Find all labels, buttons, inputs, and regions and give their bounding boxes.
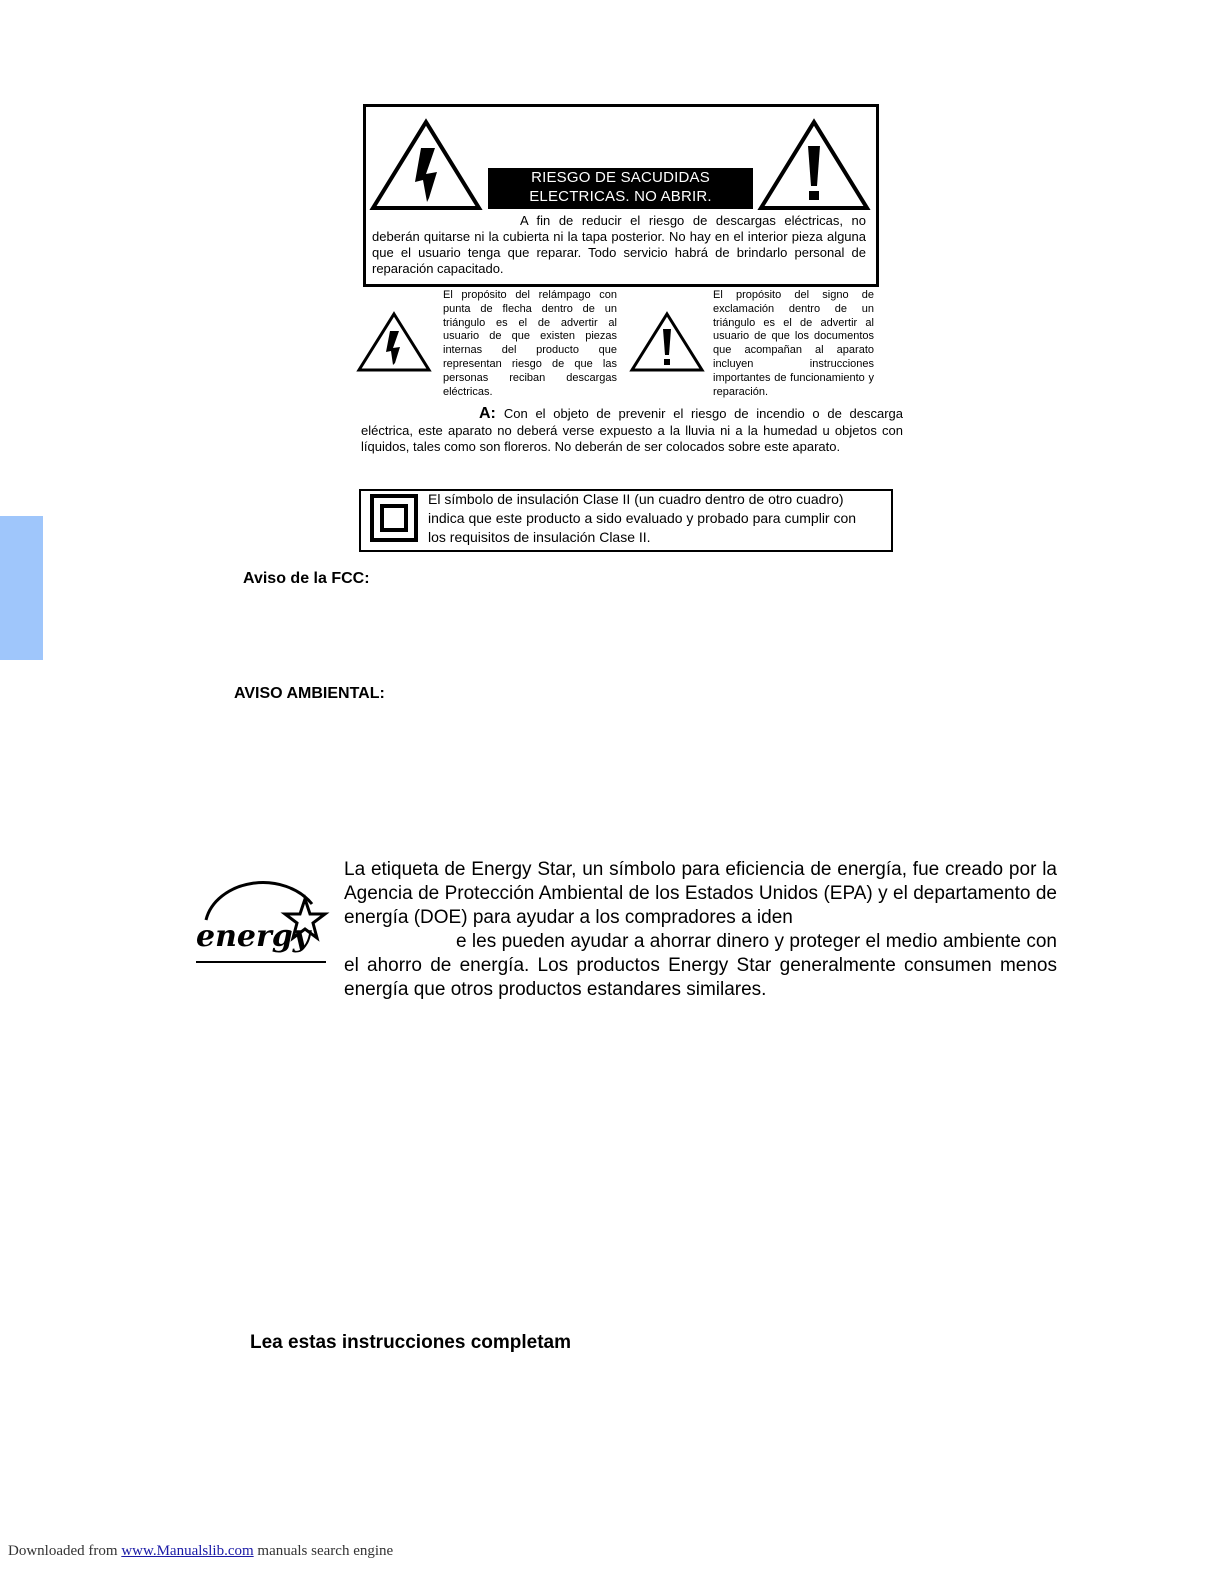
banner-line-2: ELECTRICAS. NO ABRIR. [529, 188, 712, 205]
footer-prefix: Downloaded from [8, 1543, 122, 1559]
energy-star-logo [192, 876, 330, 966]
caution-label: A: [479, 405, 496, 422]
manualslib-link[interactable]: www.Manualslib.com [121, 1543, 254, 1559]
lightning-warning-icon [369, 118, 483, 212]
footer-suffix: manuals search engine [253, 1543, 394, 1559]
download-footer [8, 1543, 393, 1560]
energy-text-part-2: e les pueden ayudar a ahorrar dinero y proteger el medio ambiente con el ahorro de energía. Los productos Energy Star generalmente consumen menos energía que otros productos estandares similares. [344, 931, 1057, 1000]
fire-caution-paragraph [361, 406, 903, 456]
exclamation-symbol-icon [629, 311, 705, 373]
environmental-notice-heading: AVISO AMBIENTAL: [234, 685, 385, 702]
caution-text: Con el objeto de prevenir el riesgo de incendio o de descarga eléctrica, este aparato no deberá verse expuesto a la lluvia ni a la humedad u objetos con líquidos, tales como son floreros. No deberán de ser colocados sobre este aparato. [361, 406, 903, 454]
class-ii-line-3: los requisitos de insulación Clase II. [428, 529, 651, 545]
class-ii-line-2: indica que este producto a sido evaluado y probado para cumplir con [428, 510, 857, 526]
lightning-symbol-icon [356, 311, 432, 373]
read-instructions-heading: Lea estas instrucciones completam [250, 1332, 572, 1353]
energy-star-paragraph [344, 858, 1057, 1002]
fcc-notice-heading: Aviso de la FCC: [243, 570, 370, 587]
energy-logo-text: energy [196, 919, 311, 954]
shock-warning-text: A fin de reducir el riesgo de descargas eléctricas, no deberán quitarse ni la cubierta ni la tapa posterior. No hay en el interior pieza alguna que el usuario tenga que reparar. Todo servicio habrá de brindarlo personal de reparación capacitado. [372, 213, 866, 276]
lightning-symbol-description: El propósito del relámpago con punta de flecha dentro de un triángulo es el de advertir al usuario de que existen piezas internas del producto que representan riesgo de que las personas reciban descargas eléctricas. [443, 289, 617, 398]
class-ii-text [428, 490, 880, 547]
energy-text-part-1: La etiqueta de Energy Star, un símbolo para eficiencia de energía, fue creado por la Agencia de Protección Ambiental de los Estados Unidos (EPA) y el departamento de energía (DOE) para ayudar a los compradores a iden [344, 859, 1057, 928]
class-ii-insulation-icon [370, 494, 418, 542]
shock-risk-banner [488, 168, 753, 209]
exclamation-symbol-description: El propósito del signo de exclamación dentro de un triángulo es el de advertir al usuario de que los documentos que acompañan al aparato incluyen instrucciones importantes de funcionamiento y reparación. [713, 289, 874, 398]
class-ii-line-1: El símbolo de insulación Clase II (un cuadro dentro de otro cuadro) [428, 491, 844, 507]
side-tab [0, 516, 43, 660]
exclamation-warning-icon [757, 118, 871, 212]
banner-line-1: RIESGO DE SACUDIDAS [531, 169, 710, 186]
